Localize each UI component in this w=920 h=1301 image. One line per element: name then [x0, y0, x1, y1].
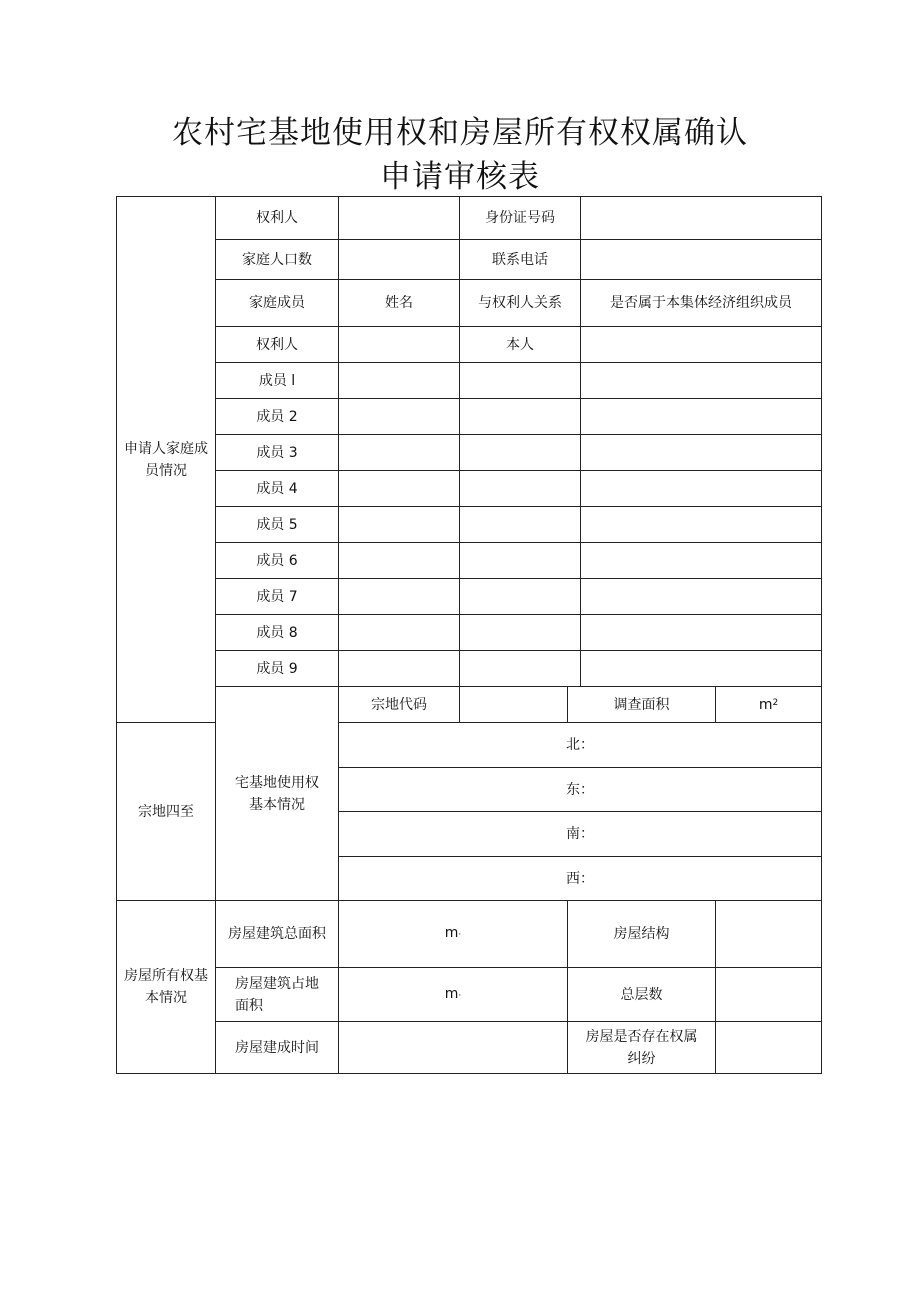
member-relation-input[interactable] — [460, 543, 581, 579]
survey-area-label: 调查面积 — [568, 687, 716, 723]
built-time-label: 房屋建成时间 — [216, 1022, 339, 1074]
boundary-north-input[interactable]: 北： — [339, 723, 822, 768]
member-status-input[interactable] — [581, 651, 822, 687]
member-name-input[interactable] — [339, 471, 460, 507]
member-name-input[interactable] — [339, 363, 460, 399]
table-row — [117, 579, 822, 615]
member-name-input[interactable] — [339, 543, 460, 579]
header-family-member: 家庭成员 — [216, 280, 339, 327]
rightholder-input[interactable] — [339, 197, 460, 240]
survey-area-unit-sup: 2 — [772, 697, 779, 708]
member-name-input[interactable] — [339, 435, 460, 471]
survey-area-unit: m — [758, 696, 773, 713]
member-name-input[interactable] — [339, 579, 460, 615]
member-label: 成员 4 — [216, 471, 339, 507]
floors-input[interactable] — [716, 968, 822, 1022]
population-input[interactable] — [339, 240, 460, 280]
member-name-input[interactable] — [339, 507, 460, 543]
ownership-dispute-label: 房屋是否存在权属 纠纷 — [568, 1022, 716, 1074]
table-row — [117, 399, 822, 435]
member-label: 成员 2 — [216, 399, 339, 435]
total-area-unit: m — [444, 925, 459, 941]
member-label: 成员 6 — [216, 543, 339, 579]
member-label: 成员 8 — [216, 615, 339, 651]
boundary-south-input[interactable]: 南： — [339, 812, 822, 857]
boundaries-label: 宗地四至 — [117, 723, 216, 901]
phone-input[interactable] — [581, 240, 822, 280]
table-row — [117, 507, 822, 543]
member-label: 成员 5 — [216, 507, 339, 543]
built-time-input[interactable] — [339, 1022, 568, 1074]
house-section-label: 房屋所有权基 本情况 — [117, 901, 216, 1074]
total-area-label: 房屋建筑总面积 — [216, 901, 339, 968]
homestead-section-label: 宅基地使用权 基本情况 — [216, 687, 339, 901]
header-is-collective-member: 是否属于本集体经济组织成员 — [581, 280, 822, 327]
member-label: 权利人 — [216, 327, 339, 363]
structure-label: 房屋结构 — [568, 901, 716, 968]
id-number-label: 身份证号码 — [460, 197, 581, 240]
member-name-input[interactable] — [339, 651, 460, 687]
member-label: 成员 l — [216, 363, 339, 399]
table-row — [117, 327, 822, 363]
boundary-east-input[interactable]: 东： — [339, 768, 822, 812]
table-row — [117, 615, 822, 651]
member-status-input[interactable] — [581, 327, 822, 363]
member-relation-input[interactable]: 本人 — [460, 327, 581, 363]
population-label: 家庭人口数 — [216, 240, 339, 280]
table-row — [117, 363, 822, 399]
table-row — [117, 543, 822, 579]
footprint-area-unit: m — [444, 985, 459, 1002]
member-label: 成员 9 — [216, 651, 339, 687]
survey-area-input[interactable] — [716, 687, 822, 723]
member-status-input[interactable] — [581, 363, 822, 399]
footprint-area-label: 房屋建筑占地 面积 — [216, 968, 339, 1022]
header-name: 姓名 — [339, 280, 460, 327]
member-relation-input[interactable] — [460, 651, 581, 687]
form-title-line2: 申请审核表 — [380, 159, 540, 195]
family-section-label: 申请人家庭成 员情况 — [117, 197, 216, 723]
member-relation-input[interactable] — [460, 471, 581, 507]
member-status-input[interactable] — [581, 471, 822, 507]
member-status-input[interactable] — [581, 399, 822, 435]
header-relation: 与权利人关系 — [460, 280, 581, 327]
member-relation-input[interactable] — [460, 579, 581, 615]
boundary-west-input[interactable]: 西： — [339, 857, 822, 901]
table-row — [117, 435, 822, 471]
member-name-input[interactable] — [339, 399, 460, 435]
member-name-input[interactable] — [339, 615, 460, 651]
member-status-input[interactable] — [581, 615, 822, 651]
table-row — [117, 471, 822, 507]
member-label: 成员 7 — [216, 579, 339, 615]
member-status-input[interactable] — [581, 435, 822, 471]
member-label: 成员 3 — [216, 435, 339, 471]
member-relation-input[interactable] — [460, 435, 581, 471]
application-review-table — [116, 196, 822, 1074]
form-title-line1: 农村宅基地使用权和房屋所有权权属确认 — [172, 115, 748, 151]
member-relation-input[interactable] — [460, 399, 581, 435]
member-status-input[interactable] — [581, 507, 822, 543]
ownership-dispute-input[interactable] — [716, 1022, 822, 1074]
member-relation-input[interactable] — [460, 507, 581, 543]
parcel-code-label: 宗地代码 — [339, 687, 460, 723]
member-relation-input[interactable] — [460, 615, 581, 651]
structure-input[interactable] — [716, 901, 822, 968]
member-name-input[interactable] — [339, 327, 460, 363]
member-status-input[interactable] — [581, 543, 822, 579]
parcel-code-input[interactable] — [460, 687, 568, 723]
rightholder-label: 权利人 — [216, 197, 339, 240]
member-status-input[interactable] — [581, 579, 822, 615]
id-number-input[interactable] — [581, 197, 822, 240]
table-row — [117, 651, 822, 687]
total-area-input[interactable]: m· — [339, 901, 568, 968]
phone-label: 联系电话 — [460, 240, 581, 280]
floors-label: 总层数 — [568, 968, 716, 1022]
footprint-area-input[interactable]: m· — [339, 968, 568, 1022]
member-relation-input[interactable] — [460, 363, 581, 399]
